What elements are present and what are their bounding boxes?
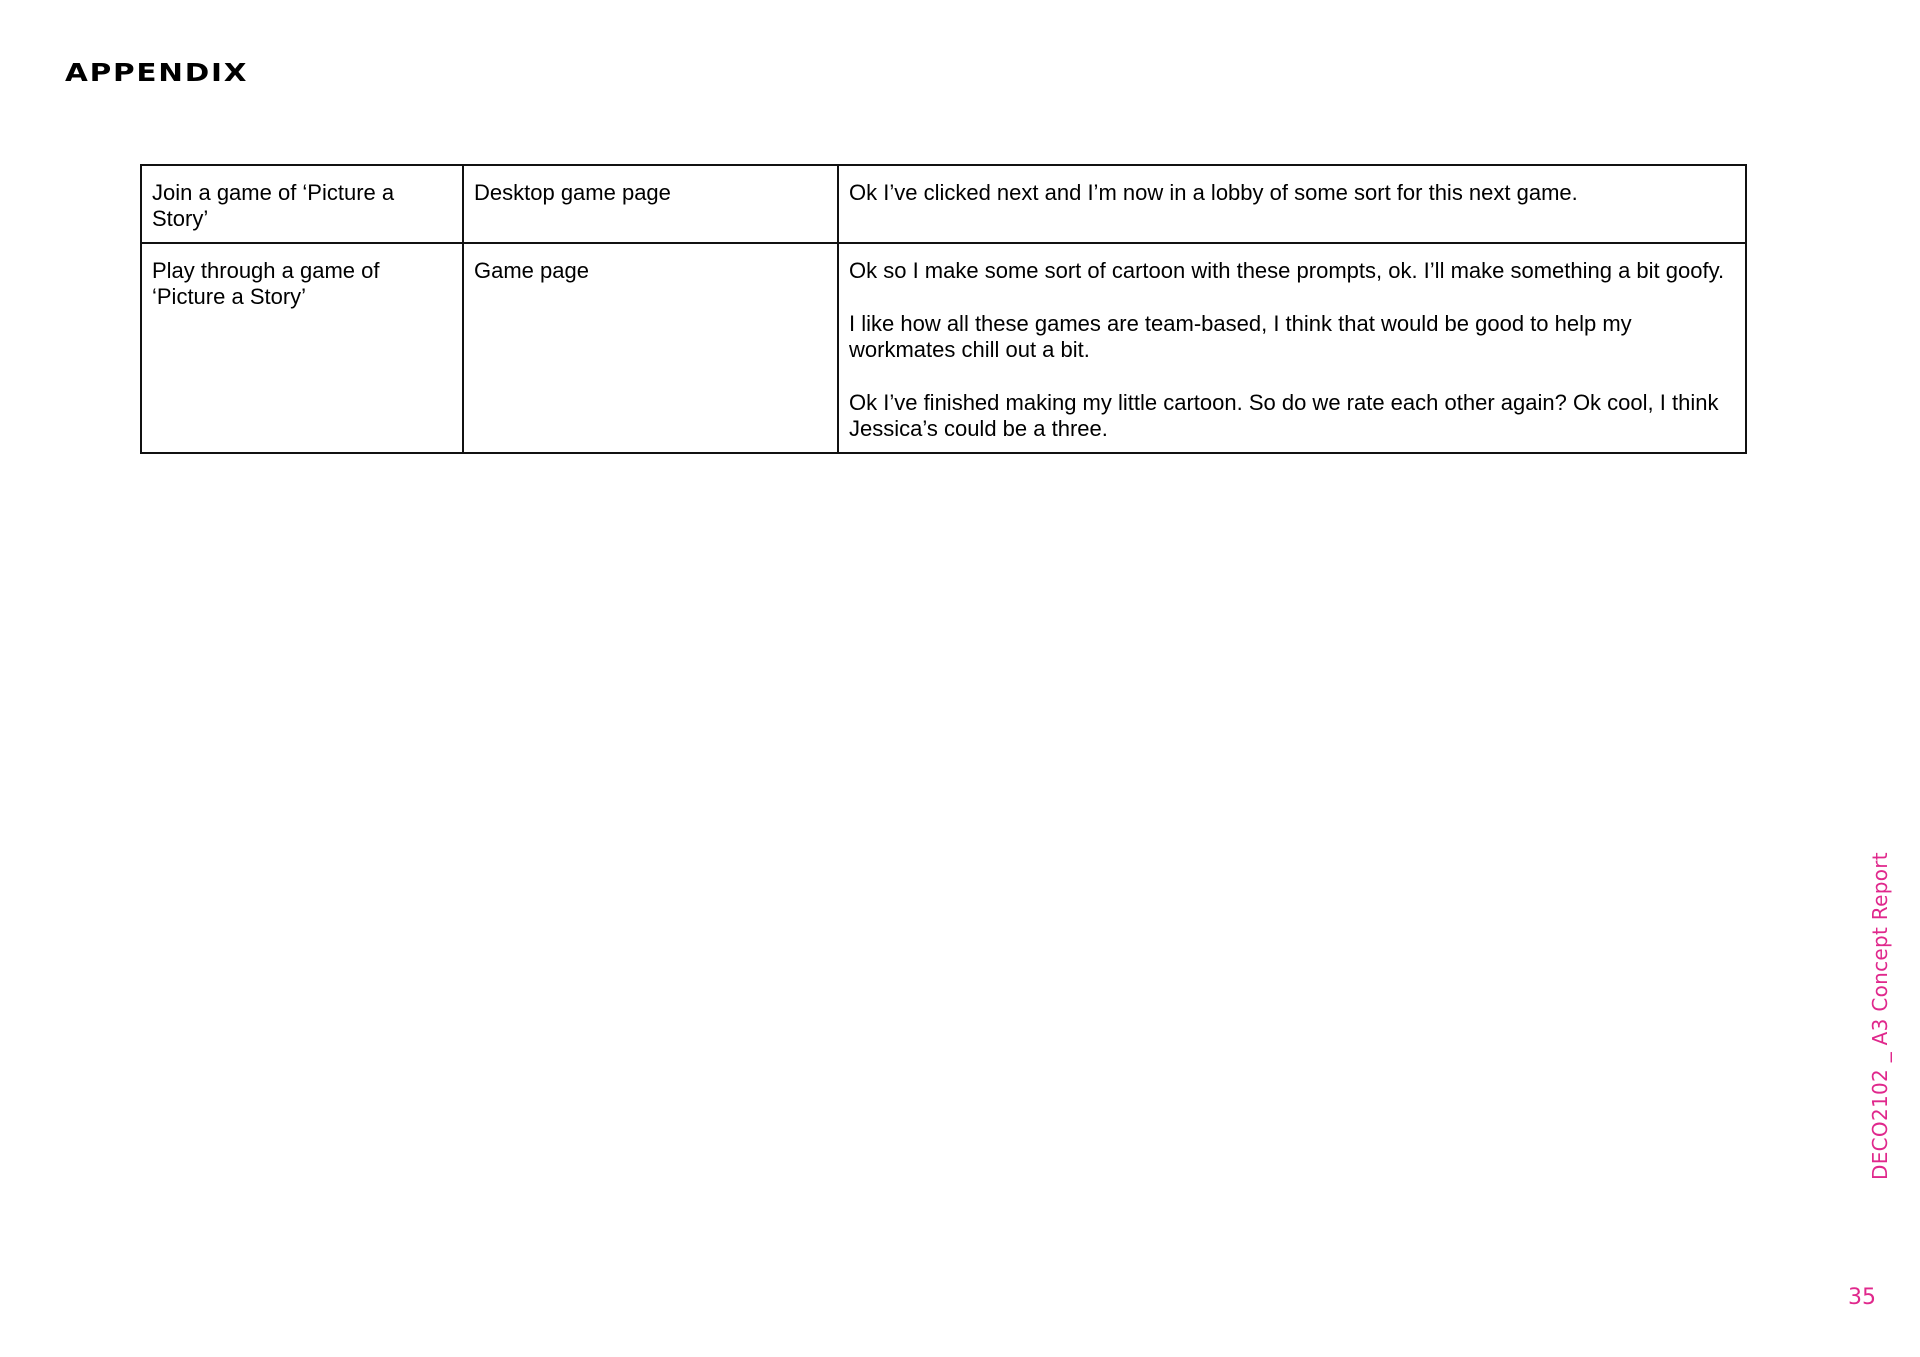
page-cell: Desktop game page (463, 165, 838, 243)
comment-text: I like how all these games are team-based, I think that would be good to help my workmates chill out a bit. (849, 311, 1632, 362)
page-title: APPENDIX (65, 58, 249, 87)
comment-text: Ok I’ve clicked next and I’m now in a lobby of some sort for this next game. (849, 180, 1578, 205)
comment-cell (838, 243, 1746, 453)
appendix-table (140, 164, 1747, 454)
comment-text: Ok I’ve finished making my little cartoon. So do we rate each other again? Ok cool, I think Jessica’s could be a three. (849, 390, 1719, 441)
comment-cell (838, 165, 1746, 243)
table-row (141, 165, 1746, 243)
comment-text: Ok so I make some sort of cartoon with these prompts, ok. I’ll make something a bit goofy. (849, 258, 1725, 283)
page-cell: Game page (463, 243, 838, 453)
task-cell: Play through a game of ‘Picture a Story’ (141, 243, 463, 453)
report-label: DECO2102 _ A3 Concept Report (1868, 852, 1892, 1180)
task-cell: Join a game of ‘Picture a Story’ (141, 165, 463, 243)
table-row (141, 243, 1746, 453)
page-number: 35 (1848, 1285, 1876, 1310)
